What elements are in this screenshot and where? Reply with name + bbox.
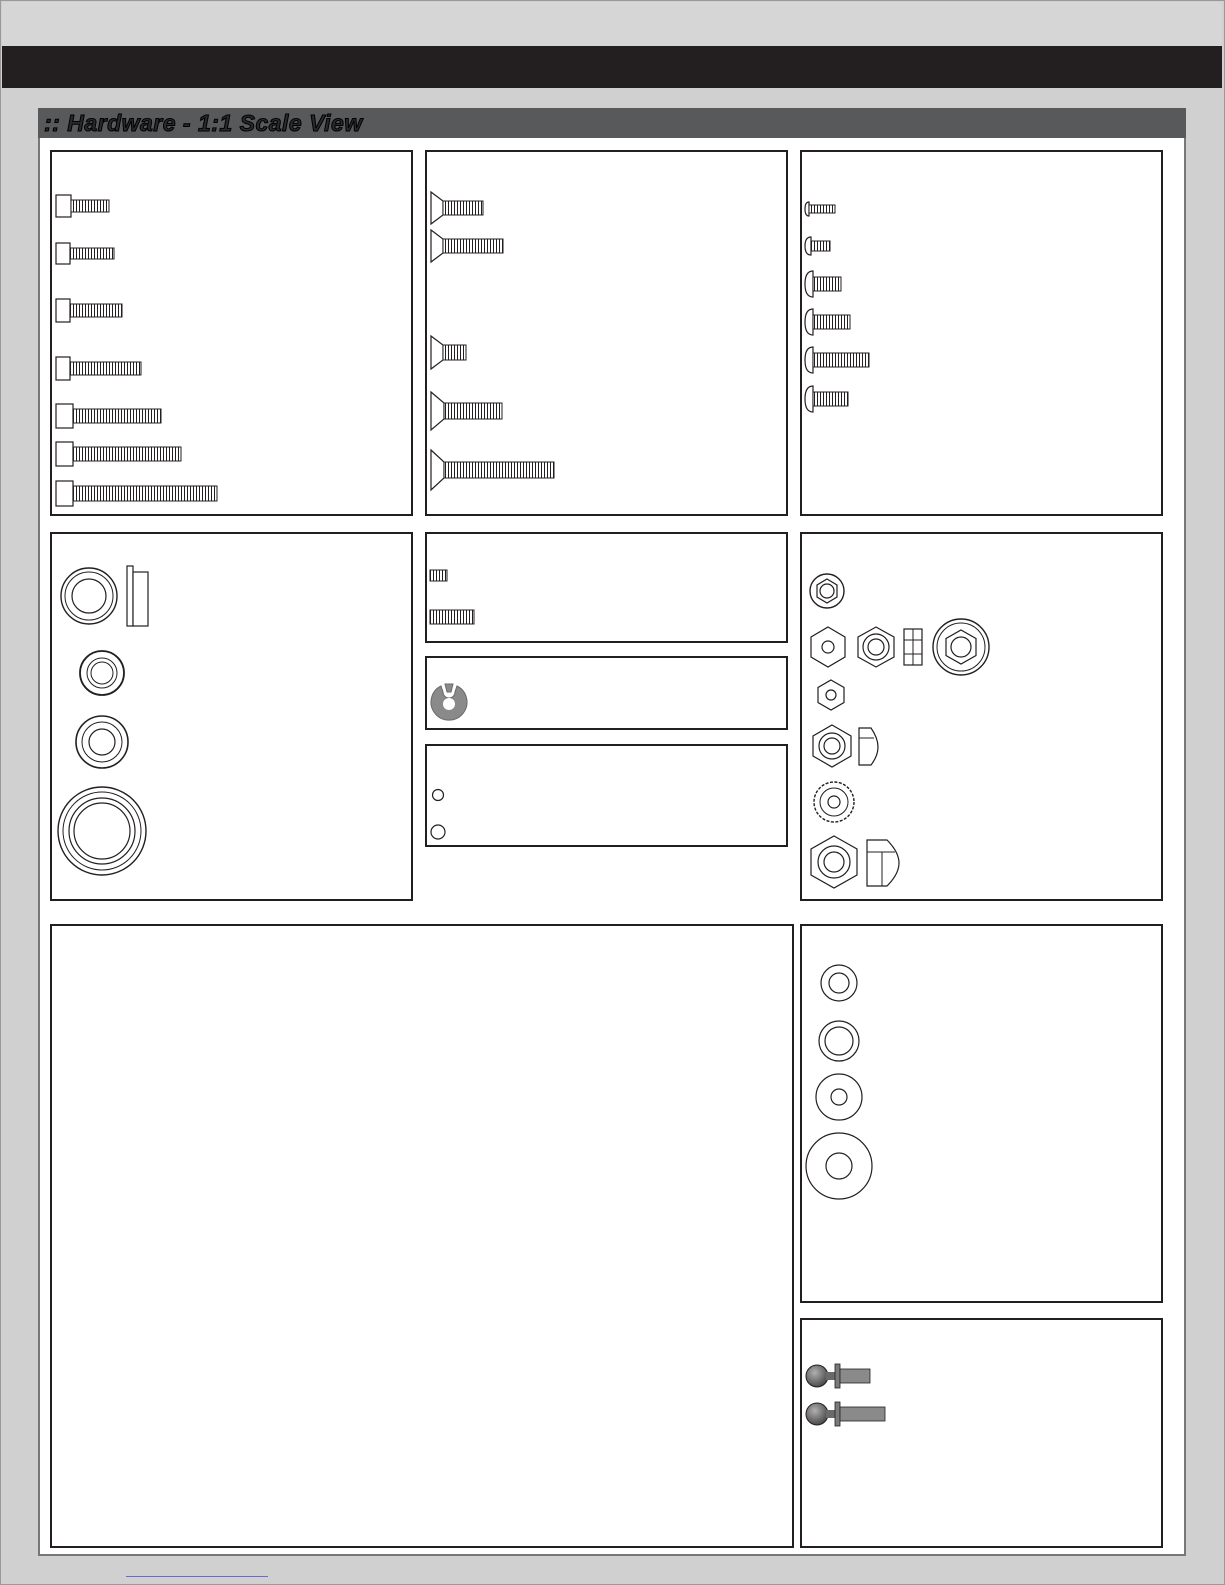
footer-link-underline[interactable] <box>126 1576 268 1577</box>
button-head-screw-icon <box>805 309 850 335</box>
flat-head-screw-drawings <box>427 152 786 514</box>
serrated-nut-icon <box>814 782 854 822</box>
panel-cap-head-screws <box>50 150 413 516</box>
small-hex-nut-icon <box>818 680 844 710</box>
panel-button-head-screws <box>800 150 1163 516</box>
socket-head-cap-screw-icon <box>56 357 141 380</box>
flat-head-screw-icon <box>431 192 483 224</box>
ball-bearing-icon <box>76 716 128 768</box>
ball-bearing-icon <box>61 568 117 624</box>
panel-bearings <box>50 532 413 901</box>
washer-drawings <box>802 926 1161 1301</box>
ball-bearing-icon <box>80 651 124 695</box>
button-head-screw-drawings <box>802 152 1161 514</box>
ball-stud-drawings <box>802 1320 1161 1546</box>
flanged-lock-nut-icon <box>810 574 844 608</box>
set-screw-drawings <box>427 534 786 641</box>
lock-nut-icon <box>811 836 857 888</box>
serrated-flange-nut-icon <box>933 619 989 675</box>
set-screw-icon <box>430 610 474 624</box>
flat-head-screw-icon <box>431 336 466 369</box>
bearing-drawings <box>52 534 411 899</box>
lock-nut-side-icon <box>867 840 899 886</box>
washer-icon <box>821 965 857 1001</box>
button-head-screw-icon <box>805 386 848 412</box>
socket-head-cap-screw-icon <box>56 442 181 466</box>
lock-nut-icon <box>858 627 894 667</box>
page-top-strip <box>2 2 1222 47</box>
panel-washers <box>800 924 1163 1303</box>
lock-nut-side-icon <box>904 629 922 665</box>
lock-nut-icon <box>813 725 851 767</box>
panel-ball-studs <box>800 1318 1163 1548</box>
ball-icon <box>431 825 445 839</box>
socket-head-cap-screw-icon <box>56 481 217 506</box>
panel-parts-empty <box>50 924 794 1548</box>
ball-stud-icon <box>806 1402 885 1426</box>
title-text: Hardware - 1:1 Scale View <box>67 110 363 136</box>
panel-set-screws <box>425 532 788 643</box>
sheet-title <box>44 110 363 137</box>
title-prefix: :: <box>44 110 61 136</box>
ball-icon <box>433 790 444 801</box>
button-head-screw-icon <box>805 237 830 255</box>
header-band <box>2 46 1222 88</box>
cap-head-screw-drawings <box>52 152 411 514</box>
e-clip-center <box>443 698 455 710</box>
sheet-title-bar <box>38 108 1186 138</box>
flanged-bearing-side-icon <box>127 566 148 626</box>
panel-flat-head-screws <box>425 150 788 516</box>
panel-balls <box>425 744 788 847</box>
socket-head-cap-screw-icon <box>56 243 114 264</box>
nut-drawings <box>802 534 1161 899</box>
socket-head-cap-screw-icon <box>56 299 122 322</box>
socket-head-cap-screw-icon <box>56 195 109 217</box>
hex-nut-icon <box>811 627 845 667</box>
flat-head-screw-icon <box>431 450 554 490</box>
flat-head-screw-icon <box>431 392 502 430</box>
button-head-screw-icon <box>805 202 835 216</box>
set-screw-icon <box>430 570 447 581</box>
washer-icon <box>816 1074 862 1120</box>
panel-nuts <box>800 532 1163 901</box>
flat-head-screw-icon <box>431 230 503 262</box>
ball-bearing-icon <box>58 787 146 875</box>
socket-head-cap-screw-icon <box>56 404 161 428</box>
ball-drawings <box>427 746 786 845</box>
ball-stud-icon <box>806 1364 870 1388</box>
e-clip-drawings <box>427 658 786 728</box>
washer-icon <box>819 1021 859 1061</box>
lock-nut-side-icon <box>859 728 878 765</box>
button-head-screw-icon <box>805 271 841 297</box>
washer-icon <box>806 1133 872 1199</box>
panel-e-clip <box>425 656 788 730</box>
button-head-screw-icon <box>805 347 869 373</box>
